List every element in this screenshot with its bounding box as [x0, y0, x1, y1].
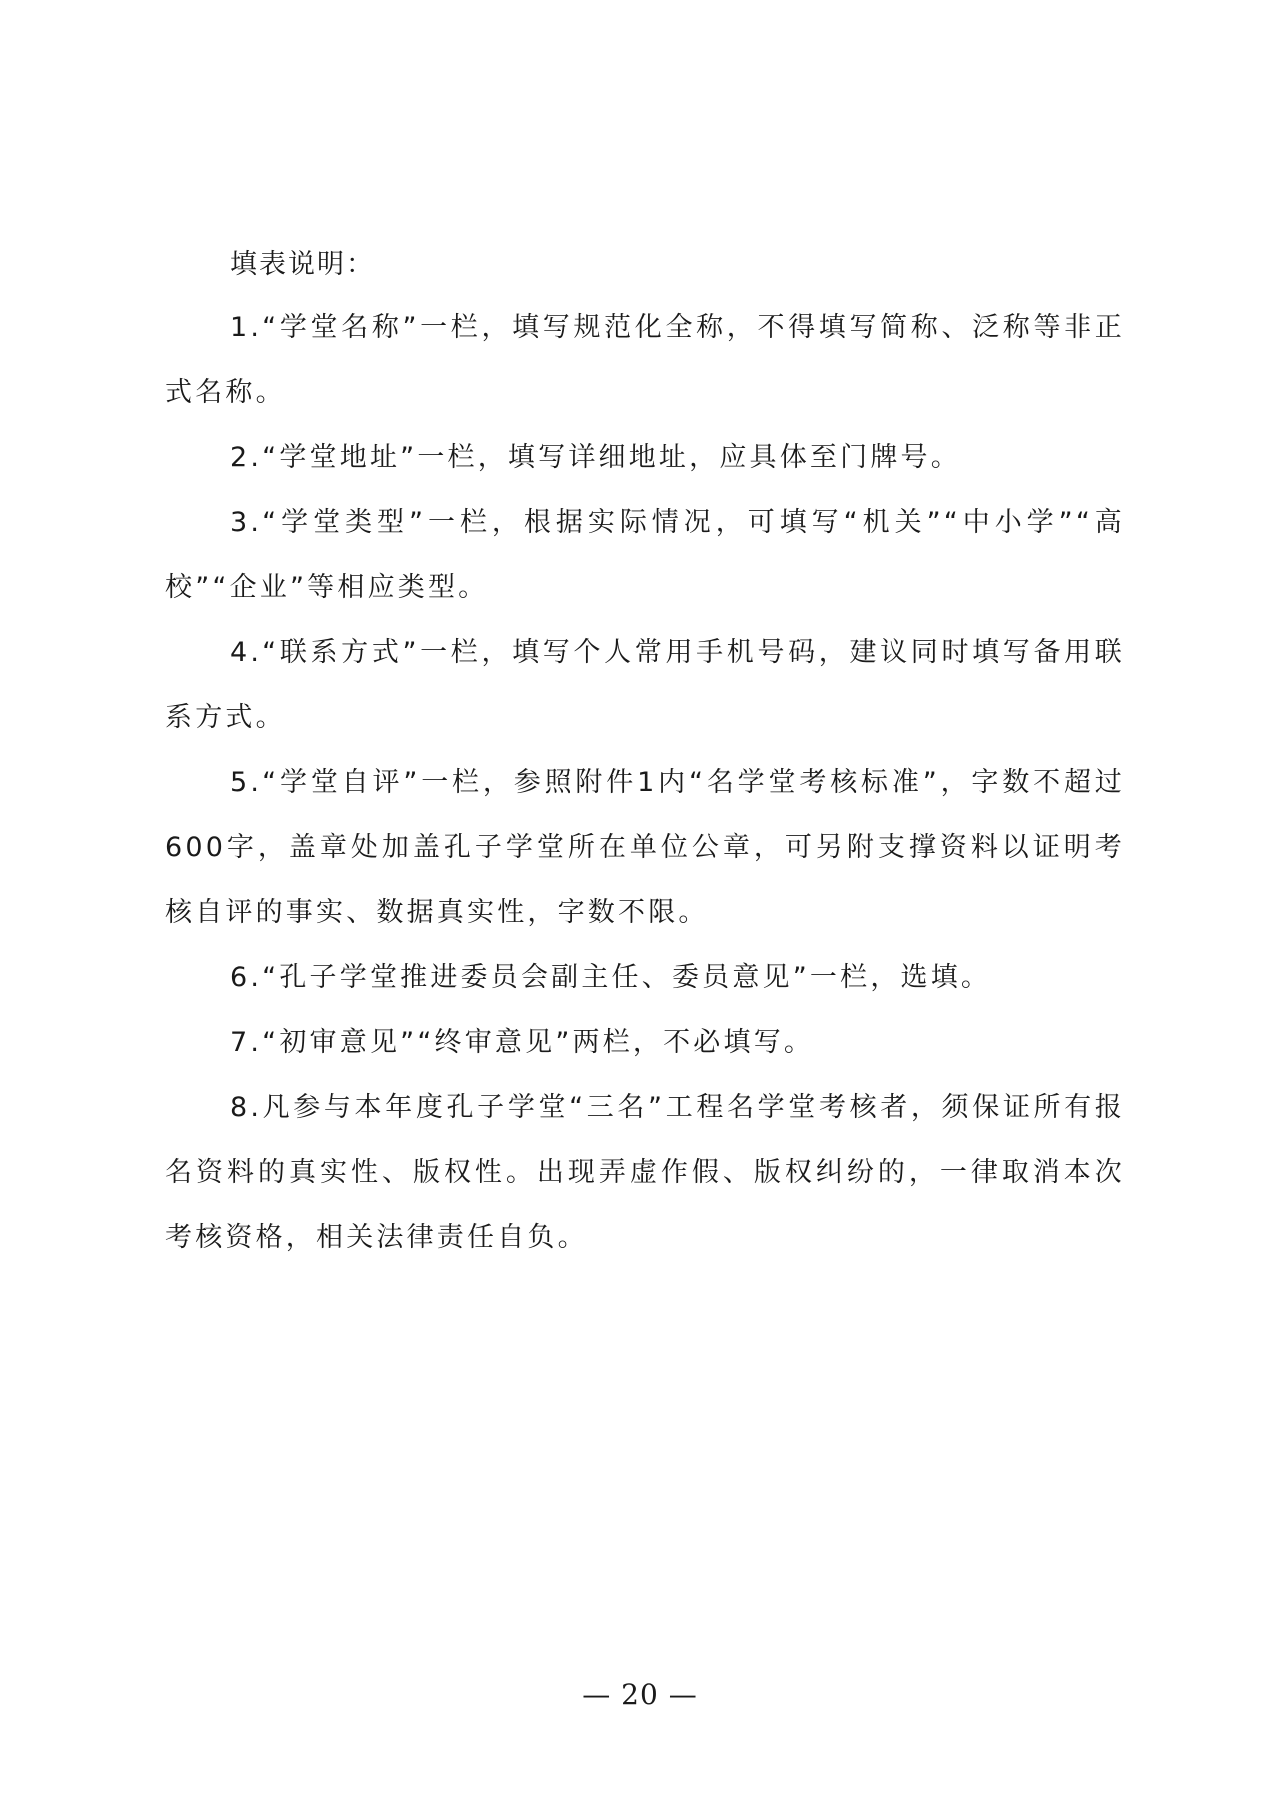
instruction-item-7: 7.“初审意见”“终审意见”两栏，不必填写。: [230, 1027, 815, 1058]
instruction-item-3: 3.“学堂类型”一栏，根据实际情况，可填写“机关”“中小学”“高校”“企业”等相应类型。: [165, 507, 1125, 603]
instruction-item-6: 6.“孔子学堂推进委员会副主任、委员意见”一栏，选填。: [230, 962, 992, 993]
instruction-item-1: 1.“学堂名称”一栏，填写规范化全称，不得填写简称、泛称等非正式名称。: [165, 312, 1125, 408]
page-number: — 20 —: [582, 1678, 698, 1711]
instruction-item-4: 4.“联系方式”一栏，填写个人常用手机号码，建议同时填写备用联系方式。: [165, 637, 1125, 733]
instruction-item-2: 2.“学堂地址”一栏，填写详细地址，应具体至门牌号。: [230, 442, 961, 473]
instruction-item-8: 8.凡参与本年度孔子学堂“三名”工程名学堂考核者，须保证所有报名资料的真实性、版权性。出现弄虚作假、版权纠纷的，一律取消本次考核资格，相关法律责任自负。: [165, 1092, 1125, 1253]
instructions-heading: 填表说明：: [230, 249, 375, 280]
instruction-item-5: 5.“学堂自评”一栏，参照附件1内“名学堂考核标准”，字数不超过600字，盖章处加盖孔子学堂所在单位公章，可另附支撑资料以证明考核自评的事实、数据真实性，字数不限。: [165, 767, 1125, 928]
instructions-section: [165, 235, 1125, 1270]
